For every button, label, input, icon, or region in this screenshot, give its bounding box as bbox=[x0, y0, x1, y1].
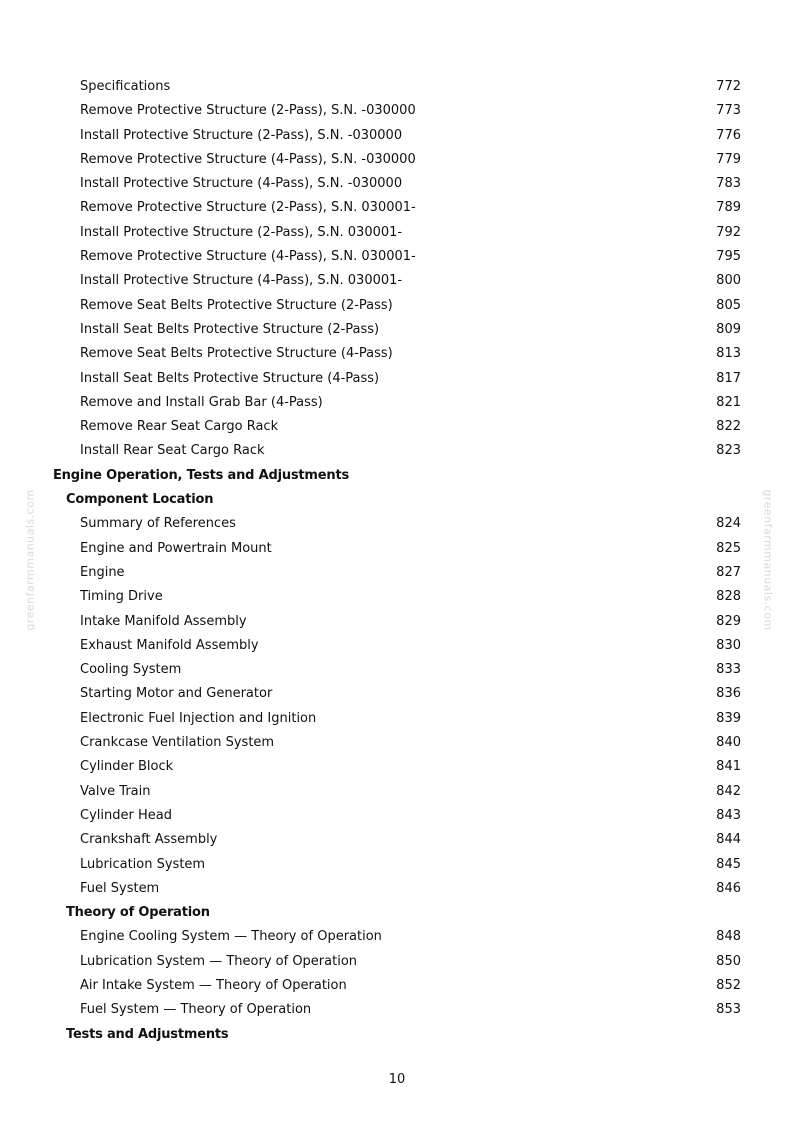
toc-entry-page: 853 bbox=[716, 1002, 741, 1018]
toc-entry[interactable] bbox=[0, 342, 794, 366]
toc-entry[interactable] bbox=[0, 512, 794, 536]
toc-entry[interactable] bbox=[0, 537, 794, 561]
toc-section-heading[interactable] bbox=[0, 901, 794, 925]
toc-entry[interactable] bbox=[0, 367, 794, 391]
toc-entry[interactable] bbox=[0, 561, 794, 585]
toc-entry-page: 773 bbox=[716, 103, 741, 119]
toc-entry[interactable] bbox=[0, 658, 794, 682]
toc-entry-title: Crankshaft Assembly bbox=[80, 832, 218, 848]
toc-entry-page: 800 bbox=[716, 273, 741, 289]
toc-entry-title: Remove Rear Seat Cargo Rack bbox=[80, 419, 279, 435]
toc-entry-title: Starting Motor and Generator bbox=[80, 686, 273, 702]
toc-entry[interactable] bbox=[0, 974, 794, 998]
toc-entry-title: Remove Protective Structure (4-Pass), S.N. -030000 bbox=[80, 151, 416, 167]
toc-entry-title: Install Protective Structure (2-Pass), S.N. -030000 bbox=[80, 127, 403, 143]
toc-entry-title: Engine and Powertrain Mount bbox=[80, 540, 272, 556]
toc-entry-page: 813 bbox=[716, 346, 741, 362]
toc-entry[interactable] bbox=[0, 585, 794, 609]
toc-entry-page: 779 bbox=[716, 151, 741, 167]
toc-entry[interactable] bbox=[0, 804, 794, 828]
toc-entry[interactable] bbox=[0, 828, 794, 852]
toc-entry-page: 821 bbox=[716, 394, 741, 410]
table-of-contents bbox=[0, 75, 794, 1047]
toc-entry-page: 839 bbox=[716, 710, 741, 726]
toc-entry-title: Remove and Install Grab Bar (4-Pass) bbox=[80, 394, 323, 410]
toc-entry-title: Remove Seat Belts Protective Structure (4-Pass) bbox=[80, 346, 393, 362]
toc-entry-title: Install Protective Structure (2-Pass), S.N. 030001- bbox=[80, 224, 403, 240]
toc-entry[interactable] bbox=[0, 707, 794, 731]
toc-entry[interactable] bbox=[0, 439, 794, 463]
toc-entry-title: Intake Manifold Assembly bbox=[80, 613, 247, 629]
toc-entry-page: 841 bbox=[716, 759, 741, 775]
toc-entry-page: 772 bbox=[716, 79, 741, 94]
page-number: 10 bbox=[388, 1072, 406, 1087]
toc-entry-title: Engine bbox=[80, 564, 125, 580]
toc-entry-page: 789 bbox=[716, 200, 741, 216]
toc-entry-title: Install Protective Structure (4-Pass), S.N. -030000 bbox=[80, 176, 403, 192]
toc-entry-title: Timing Drive bbox=[80, 589, 163, 605]
toc-entry-title: Remove Protective Structure (2-Pass), S.N. -030000 bbox=[80, 103, 416, 119]
toc-entry-title: Specifications bbox=[80, 79, 171, 94]
toc-entry-page: 795 bbox=[716, 249, 741, 265]
toc-entry-title: Fuel System bbox=[80, 880, 160, 896]
toc-entry-title: Install Seat Belts Protective Structure (4-Pass) bbox=[80, 370, 380, 386]
toc-entry-title: Install Seat Belts Protective Structure (2-Pass) bbox=[80, 321, 380, 337]
toc-entry-title: Electronic Fuel Injection and Ignition bbox=[80, 710, 317, 726]
toc-entry-page: 845 bbox=[716, 856, 741, 872]
toc-entry-page: 840 bbox=[716, 735, 741, 751]
toc-entry[interactable] bbox=[0, 245, 794, 269]
toc-entry[interactable] bbox=[0, 294, 794, 318]
toc-entry[interactable] bbox=[0, 755, 794, 779]
toc-entry[interactable] bbox=[0, 853, 794, 877]
toc-entry-page: 843 bbox=[716, 807, 741, 823]
toc-entry[interactable] bbox=[0, 877, 794, 901]
toc-section-heading[interactable] bbox=[0, 1023, 794, 1047]
toc-entry-page: 805 bbox=[716, 297, 741, 313]
toc-entry-title: Air Intake System — Theory of Operation bbox=[80, 977, 347, 993]
toc-entry-title: Remove Protective Structure (4-Pass), S.N. 030001- bbox=[80, 249, 416, 265]
toc-entry[interactable] bbox=[0, 221, 794, 245]
toc-entry[interactable] bbox=[0, 318, 794, 342]
toc-entry-page: 792 bbox=[716, 224, 741, 240]
watermark-right: greenfarmmanuals.com bbox=[761, 489, 775, 631]
toc-entry-title: Lubrication System — Theory of Operation bbox=[80, 953, 358, 969]
toc-entry[interactable] bbox=[0, 731, 794, 755]
toc-section-heading[interactable] bbox=[0, 488, 794, 512]
toc-entry[interactable] bbox=[0, 391, 794, 415]
toc-entry-title: Install Rear Seat Cargo Rack bbox=[80, 443, 265, 459]
toc-entry-title: Engine Cooling System — Theory of Operation bbox=[80, 929, 382, 945]
toc-entry-title: Theory of Operation bbox=[66, 905, 210, 921]
toc-entry[interactable] bbox=[0, 925, 794, 949]
toc-entry-page: 833 bbox=[716, 662, 741, 678]
toc-entry-page: 776 bbox=[716, 127, 741, 143]
toc-entry-title: Engine Operation, Tests and Adjustments bbox=[53, 467, 350, 483]
toc-entry-page: 809 bbox=[716, 321, 741, 337]
toc-entry-title: Lubrication System bbox=[80, 856, 206, 872]
toc-entry-title: Cylinder Head bbox=[80, 807, 172, 823]
toc-entry[interactable] bbox=[0, 124, 794, 148]
toc-entry-page: 846 bbox=[716, 880, 741, 896]
toc-entry-title: Exhaust Manifold Assembly bbox=[80, 637, 259, 653]
toc-entry[interactable] bbox=[0, 950, 794, 974]
toc-entry-page: 828 bbox=[716, 589, 741, 605]
toc-entry-page: 823 bbox=[716, 443, 741, 459]
toc-entry-page: 824 bbox=[716, 516, 741, 532]
toc-entry[interactable] bbox=[0, 196, 794, 220]
toc-section-heading[interactable] bbox=[0, 464, 794, 488]
toc-entry-page: 827 bbox=[716, 564, 741, 580]
toc-entry-page: 822 bbox=[716, 419, 741, 435]
toc-entry-title: Component Location bbox=[66, 492, 214, 508]
toc-entry-page: 830 bbox=[716, 637, 741, 653]
toc-entry[interactable] bbox=[0, 148, 794, 172]
toc-entry[interactable] bbox=[0, 75, 794, 99]
toc-entry-title: Cylinder Block bbox=[80, 759, 174, 775]
toc-entry-title: Install Protective Structure (4-Pass), S.N. 030001- bbox=[80, 273, 403, 289]
toc-entry-title: Remove Seat Belts Protective Structure (2-Pass) bbox=[80, 297, 393, 313]
toc-entry-title: Valve Train bbox=[80, 783, 151, 799]
toc-entry[interactable] bbox=[0, 998, 794, 1022]
toc-entry-page: 842 bbox=[716, 783, 741, 799]
toc-entry[interactable] bbox=[0, 99, 794, 123]
toc-entry[interactable] bbox=[0, 634, 794, 658]
toc-entry-page: 829 bbox=[716, 613, 741, 629]
toc-entry-page: 844 bbox=[716, 832, 741, 848]
toc-entry-page: 825 bbox=[716, 540, 741, 556]
toc-entry-page: 817 bbox=[716, 370, 741, 386]
toc-entry[interactable] bbox=[0, 415, 794, 439]
toc-entry[interactable] bbox=[0, 269, 794, 293]
toc-entry-title: Crankcase Ventilation System bbox=[80, 735, 275, 751]
toc-entry-page: 850 bbox=[716, 953, 741, 969]
toc-entry-title: Summary of References bbox=[80, 516, 236, 532]
toc-entry-page: 836 bbox=[716, 686, 741, 702]
toc-entry-page: 852 bbox=[716, 977, 741, 993]
toc-entry[interactable] bbox=[0, 610, 794, 634]
toc-entry[interactable] bbox=[0, 172, 794, 196]
toc-entry[interactable] bbox=[0, 682, 794, 706]
toc-entry-page: 783 bbox=[716, 176, 741, 192]
toc-entry-title: Remove Protective Structure (2-Pass), S.N. 030001- bbox=[80, 200, 416, 216]
toc-entry-page: 848 bbox=[716, 929, 741, 945]
toc-entry-title: Cooling System bbox=[80, 662, 182, 678]
watermark-left: greenfarmmanuals.com bbox=[23, 489, 37, 631]
toc-entry-title: Tests and Adjustments bbox=[66, 1026, 229, 1042]
toc-entry-title: Fuel System — Theory of Operation bbox=[80, 1002, 312, 1018]
toc-entry[interactable] bbox=[0, 780, 794, 804]
